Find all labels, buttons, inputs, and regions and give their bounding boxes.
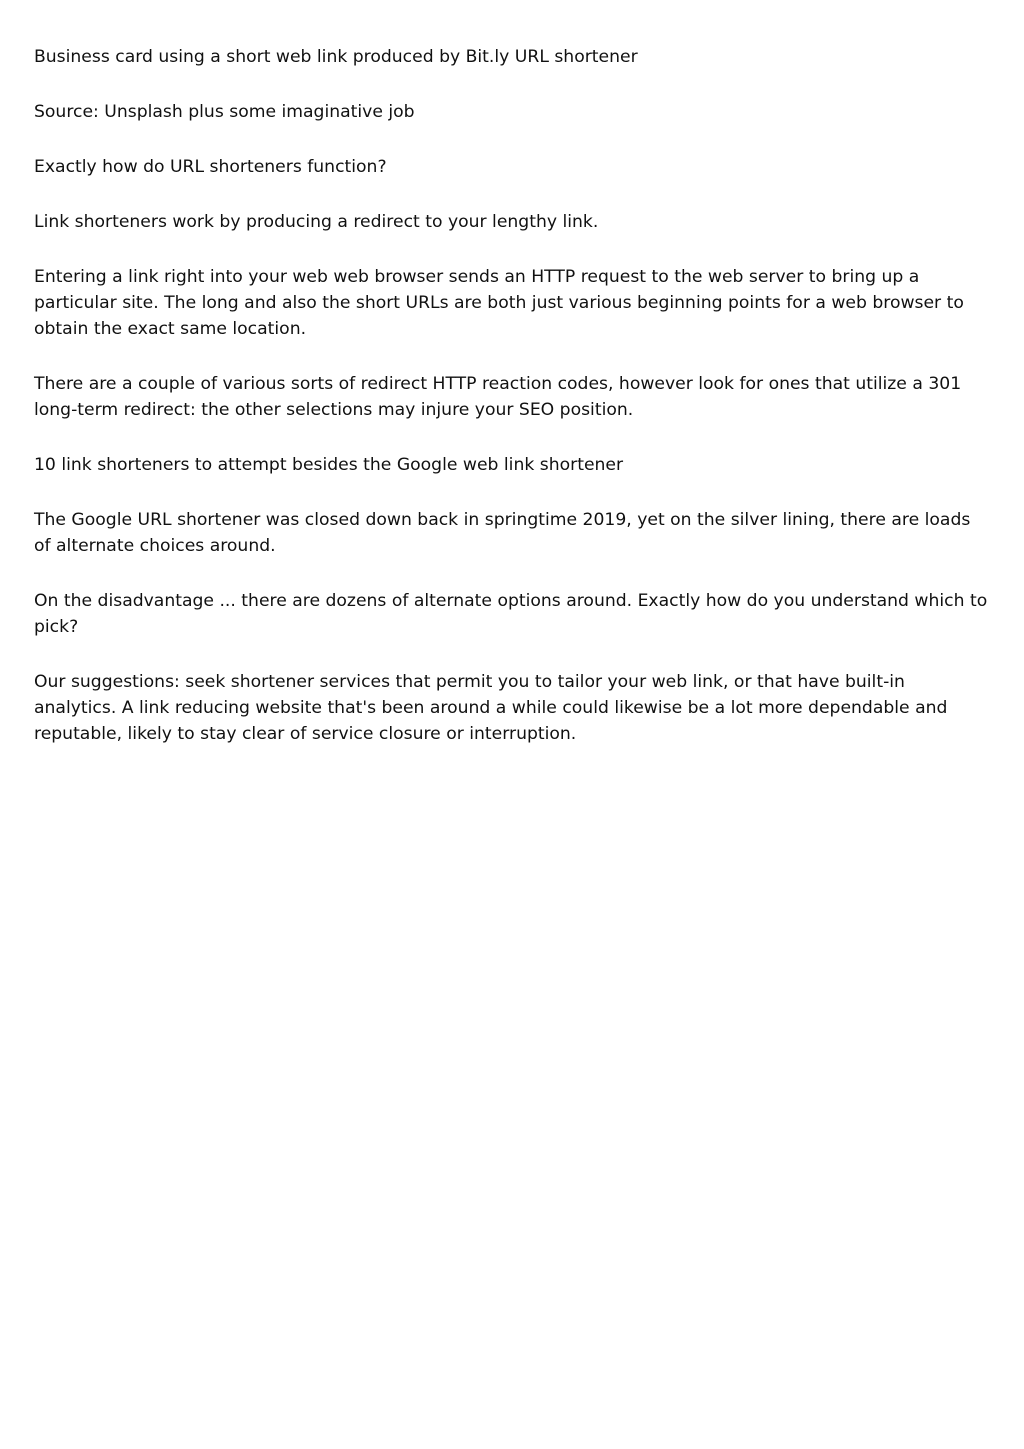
source-paragraph: Source: Unsplash plus some imaginative job [34,102,415,122]
caption-paragraph: Business card using a short web link produced by Bit.ly URL shortener [34,47,638,67]
body-paragraph: The Google URL shortener was closed down back in springtime 2019, yet on the silver lining, there are loads of alternate choices around. [34,510,971,556]
body-paragraph: Link shorteners work by producing a redirect to your lengthy link. [34,212,599,232]
document-page [34,44,992,776]
section-heading: 10 link shorteners to attempt besides the Google web link shortener [34,455,624,475]
question-heading: Exactly how do URL shorteners function? [34,157,387,177]
body-paragraph: There are a couple of various sorts of redirect HTTP reaction codes, however look for ones that utilize a 301 long-term redirect: the other selections may injure your SEO position. [34,374,962,420]
body-paragraph: Our suggestions: seek shortener services that permit you to tailor your web link, or that have built-in analytics. A link reducing website that's been around a while could likewise be a lot more dependable and reputable, likely to stay clear of service closure or interruption. [34,672,948,744]
body-paragraph: On the disadvantage ... there are dozens of alternate options around. Exactly how do you understand which to pick? [34,591,988,637]
body-paragraph: Entering a link right into your web web browser sends an HTTP request to the web server to bring up a particular site. The long and also the short URLs are both just various beginning points for a web browser to obtain the exact same location. [34,267,964,339]
